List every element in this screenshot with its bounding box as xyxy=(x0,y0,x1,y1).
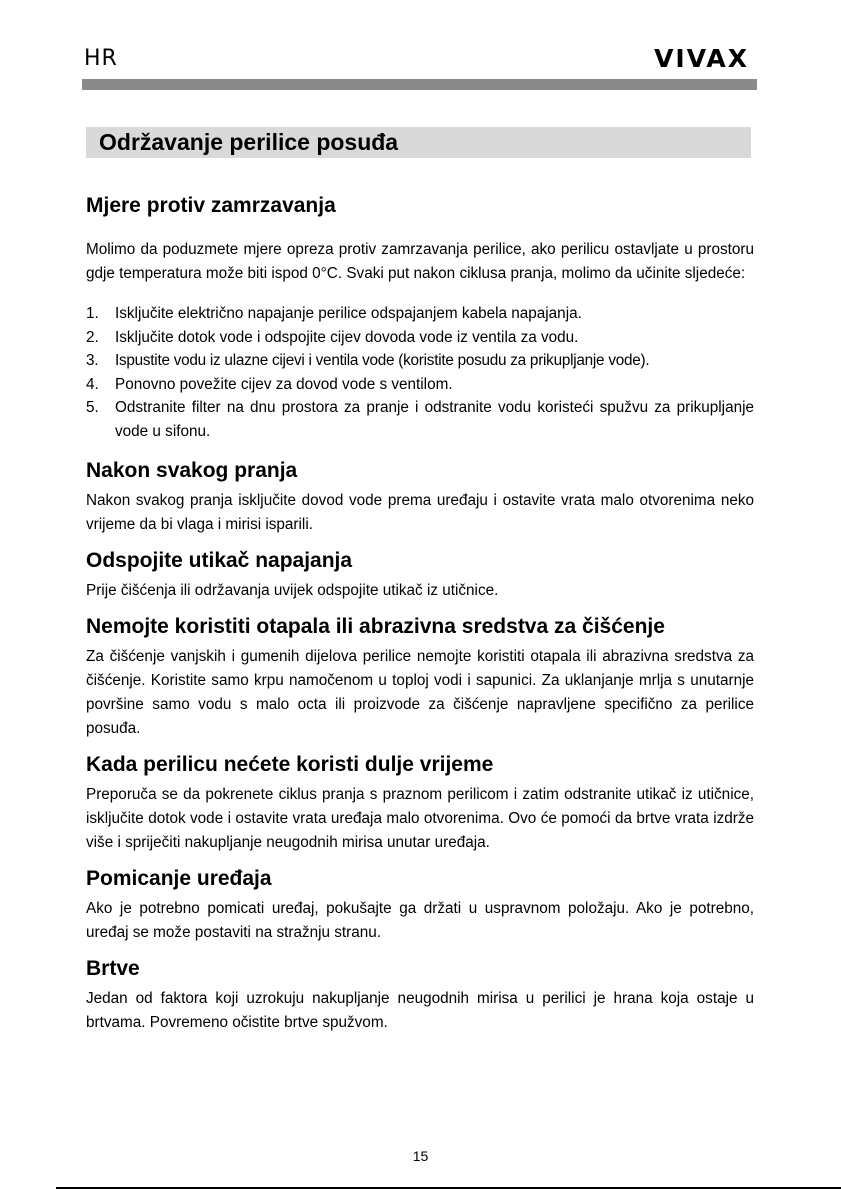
section-heading: Nakon svakog pranja xyxy=(86,459,298,482)
list-item xyxy=(86,302,754,326)
title-banner xyxy=(86,127,751,158)
section-moving xyxy=(86,865,754,945)
list-text: Isključite električno napajanje perilice odspajanjem kabela napajanja. xyxy=(115,305,582,322)
section-unplug xyxy=(86,547,754,603)
section-heading: Mjere protiv zamrzavanja xyxy=(86,194,336,217)
section-after-wash xyxy=(86,457,754,537)
page-title: Održavanje perilice posuđa xyxy=(99,129,399,155)
footer-divider xyxy=(56,1187,841,1189)
document-body xyxy=(86,192,754,1035)
section-no-solvents xyxy=(86,613,754,741)
section-paragraph: Ako je potrebno pomicati uređaj, pokušajte ga držati u uspravnom položaju. Ako je potrebno, uređaj se može postaviti na stražnju stranu. xyxy=(86,900,754,941)
page-number: 15 xyxy=(412,1148,429,1164)
steps-list xyxy=(86,302,754,443)
list-number: 3. xyxy=(86,352,99,369)
brand-logo: VIVAX xyxy=(654,44,749,73)
section-long-inactivity xyxy=(86,751,754,855)
list-number: 2. xyxy=(86,328,99,346)
section-heading: Brtve xyxy=(86,957,140,980)
list-number: 1. xyxy=(86,305,99,322)
section-seals xyxy=(86,955,754,1035)
list-item xyxy=(86,349,754,373)
list-text: Isključite dotok vode i odspojite cijev dovoda vode iz ventila za vodu. xyxy=(115,328,579,346)
list-number: 5. xyxy=(86,399,99,416)
section-paragraph: Preporuča se da pokrenete ciklus pranja s praznom perilicom i zatim odstranite utikač iz utičnice, isključite dotok vode i ostavite vrata uređaja malo otvorenima. Ovo će pomoći da brtve vrata izdrže više i spriječiti nakupljanje neugodnih mirisa unutar uređaja. xyxy=(86,786,754,851)
list-item xyxy=(86,326,754,350)
section-heading: Odspojite utikač napajanja xyxy=(86,549,353,572)
section-heading: Pomicanje uređaja xyxy=(86,867,272,890)
list-text: Ispustite vodu iz ulazne cijevi i ventila vode (koristite posudu za prikupljanje vode). xyxy=(115,352,650,369)
section-heading: Kada perilicu nećete koristi dulje vrijeme xyxy=(86,753,494,776)
section-heading: Nemojte koristiti otapala ili abrazivna sredstva za čišćenje xyxy=(86,615,665,638)
language-code: HR xyxy=(84,46,118,71)
section-paragraph: Molimo da poduzmete mjere opreza protiv zamrzavanja perilice, ako perilicu ostavljate u prostoru gdje temperatura može biti ispod 0°C. Svaki put nakon ciklusa pranja, molimo da učinite sljedeće: xyxy=(86,241,754,282)
section-paragraph: Jedan od faktora koji uzrokuju nakupljanje neugodnih mirisa u perilici je hrana koja ostaje u brtvama. Povremeno očistite brtve spužvom. xyxy=(86,990,754,1031)
section-paragraph: Nakon svakog pranja isključite dovod vode prema uređaju i ostavite vrata malo otvorenima neko vrijeme da bi vlaga i mirisi isparili. xyxy=(86,492,754,533)
section-paragraph: Za čišćenje vanjskih i gumenih dijelova perilice nemojte koristiti otapala ili abrazivna sredstva za čišćenje. Koristite samo krpu namočenom u toploj vodi i sapunici. Za uklanjanje mrlja s unutarnje površine samo vodu s malo octa ili proizvode za čišćenje napravljene specifično za perilice posuđa. xyxy=(86,648,754,737)
header-divider xyxy=(82,79,757,90)
section-antifreeze xyxy=(86,192,754,443)
list-number: 4. xyxy=(86,375,99,393)
list-text: Ponovno povežite cijev za dovod vode s ventilom. xyxy=(115,375,453,393)
list-item xyxy=(86,373,754,397)
list-item xyxy=(86,396,754,443)
list-text: Odstranite filter na dnu prostora za pranje i odstranite vodu koristeći spužvu za prikupljanje vode u sifonu. xyxy=(115,399,754,440)
section-paragraph: Prije čišćenja ili održavanja uvijek odspojite utikač iz utičnice. xyxy=(86,582,499,599)
